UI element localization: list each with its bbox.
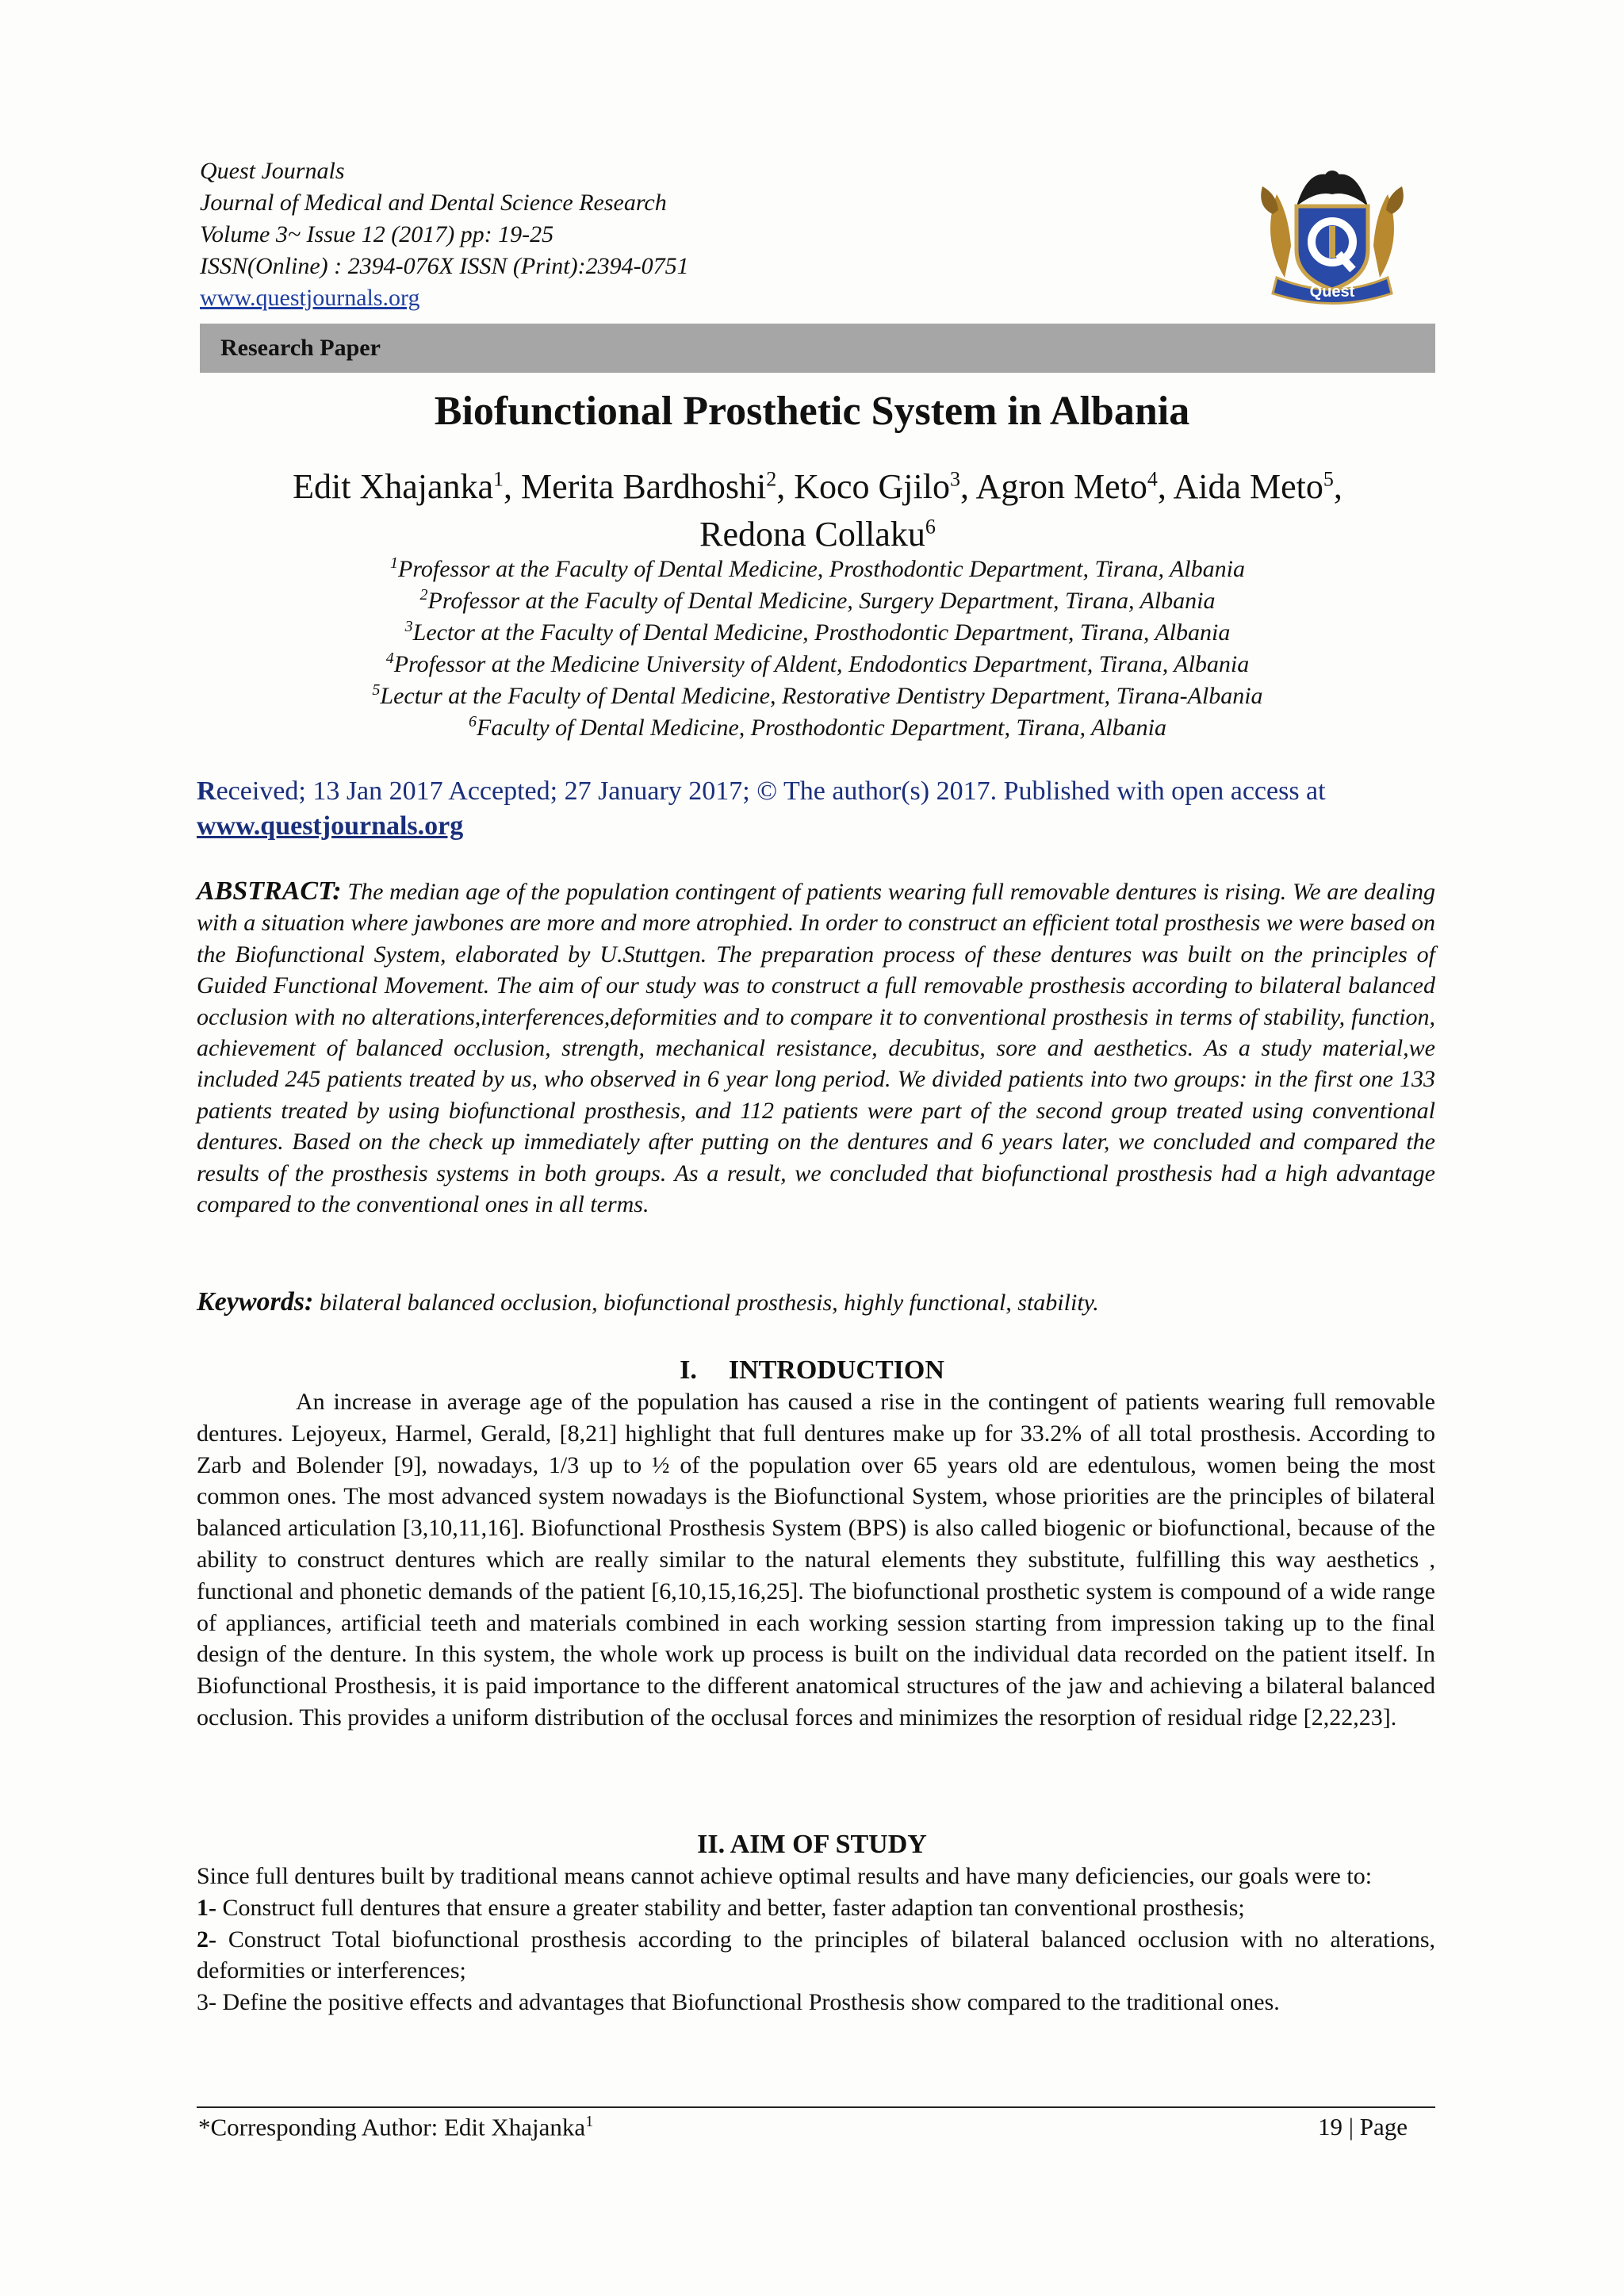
affiliation-marker: 6 — [469, 713, 477, 730]
author-affil-marker: 2 — [766, 467, 777, 491]
affiliation-item — [200, 680, 1435, 712]
author-name: Edit Xhajanka — [293, 467, 494, 506]
author-name: Redona Collaku — [699, 515, 925, 554]
affiliation-marker: 4 — [385, 650, 394, 667]
affiliation-text: Lector at the Faculty of Dental Medicine, Prosthodontic Department, Tirana, Albania — [412, 619, 1231, 646]
section-title: INTRODUCTION — [728, 1355, 944, 1385]
author-name: , Aida Meto — [1157, 467, 1323, 506]
aim-item-number: 1- — [197, 1894, 216, 1921]
aim-list-item — [197, 1924, 1435, 1987]
abstract-label: ABSTRACT: — [197, 876, 342, 906]
publisher-name: Quest Journals — [200, 158, 345, 184]
introduction-paragraph — [197, 1386, 1435, 1734]
issn-info: ISSN(Online) : 2394-076X ISSN (Print):2394-0751 — [200, 253, 689, 279]
affiliation-item — [200, 649, 1435, 680]
footer-divider — [197, 2106, 1435, 2108]
open-access-link[interactable]: www.questjournals.org — [197, 811, 464, 841]
affiliation-text: Faculty of Dental Medicine, Prosthodontic Department, Tirana, Albania — [477, 715, 1166, 741]
author-affil-marker: 4 — [1147, 467, 1158, 491]
affiliation-item — [200, 617, 1435, 649]
author-affil-marker: 3 — [949, 467, 960, 491]
received-text: eceived; 13 Jan 2017 Accepted; 27 January 2017; © The author(s) 2017. Published with open access at — [216, 776, 1326, 806]
affiliation-item — [200, 554, 1435, 585]
aim-list-item — [197, 1987, 1435, 2018]
page-number: 19 | Page — [1318, 2113, 1408, 2141]
aim-section — [197, 1861, 1435, 2018]
journal-website-link[interactable]: www.questjournals.org — [200, 285, 420, 311]
affiliation-text: Professor at the Medicine University of Aldent, Endodontics Department, Tirana, Albania — [393, 651, 1250, 677]
affiliation-marker: 5 — [372, 681, 381, 699]
quest-journals-logo — [1253, 159, 1411, 309]
paper-title: Biofunctional Prosthetic System in Albania — [434, 389, 1190, 434]
paper-type-banner — [200, 324, 1435, 373]
author-name: , Koco Gjilo — [776, 467, 950, 506]
keywords — [197, 1286, 1435, 1319]
affiliation-marker: 3 — [404, 618, 413, 635]
paper-type-label: Research Paper — [220, 335, 381, 361]
affiliation-text: Professor at the Faculty of Dental Medicine, Surgery Department, Tirana, Albania — [427, 588, 1216, 614]
affiliation-item — [200, 585, 1435, 617]
author-list — [200, 463, 1435, 558]
author-separator: , — [1333, 467, 1342, 506]
corresponding-author-text: *Corresponding Author: Edit Xhajanka — [198, 2113, 586, 2141]
journal-info — [200, 155, 689, 314]
keywords-text: bilateral balanced occlusion, biofunctional prosthesis, highly functional, stability. — [319, 1290, 1099, 1316]
affiliation-text: Lectur at the Faculty of Dental Medicine, Restorative Dentistry Department, Tirana-Albania — [380, 683, 1263, 709]
corresponding-author — [198, 2113, 593, 2141]
aim-item-text: Construct full dentures that ensure a greater stability and better, faster adaption tan conventional prosthesis; — [216, 1894, 1245, 1921]
aim-intro: Since full dentures built by traditional means cannot achieve optimal results and have many deficiencies, our goals were to: — [197, 1863, 1373, 1889]
received-initial: R — [197, 776, 216, 806]
aim-item-number: 2- — [197, 1926, 216, 1953]
abstract — [197, 876, 1435, 1220]
logo-text: Quest — [1309, 283, 1355, 301]
affiliation-marker: 2 — [419, 586, 428, 604]
abstract-text: The median age of the population contingent of patients wearing full removable dentures is rising. We are dealing with a situation where jawbones are more and more atrophied. In order to construct an efficient total prosthesis we were based on the Biofunctional System, elaborated by U.Stuttgen. The preparation process of these dentures was built on the principles of Guided Functional Movement. The aim of our study was to construct a full removable prosthesis according to bilateral balanced occlusion with no alterations,interferences,deformities and to compare it to conventional prosthesis in terms of stability, function, achievement of balanced occlusion, strength, mechanical resistance, decubitus, sore and aesthetics. As a study material,we included 245 patients treated by us, who observed in 6 year long period. We divided patients into two groups: in the first one 133 patients treated by using biofunctional prosthesis, and 112 patients were part of the second group treated using conventional dentures. Based on the check up immediately after putting on the dentures and 6 years later, we concluded and compared the results of the prosthesis systems in both groups. As a result, we concluded that biofunctional prosthesis had a high advantage compared to the conventional ones in all terms. — [197, 879, 1435, 1218]
aim-item-text: Define the positive effects and advantages that Biofunctional Prosthesis show compared to the traditional ones. — [216, 1989, 1280, 2016]
introduction-text: An increase in average age of the population has caused a rise in the contingent of patients wearing full removable dentures. Lejoyeux, Harmel, Gerald, [8,21] highlight that full dentures make up for 33.2% of all total prosthesis. According to Zarb and Bolender [9], nowadays, 1/3 up to ½ of the population over 65 years old are edentulous, women being the most common ones. The most advanced system nowadays is the Biofunctional System, whose priorities are the principles of bilateral balanced articulation [3,10,11,16]. Biofunctional Prosthesis System (BPS) is also called biogenic or biofunctional, because of the ability to construct dentures which are really similar to the natural elements they substitute, fulfilling this way aesthetics , functional and phonetic demands of the patient [6,10,15,16,25]. The biofunctional prosthetic system is compound of a wide range of appliances, artificial teeth and materials combined in each working session starting from impression taking up to the final design of the denture. In this system, the whole work up process is built on the individual data recorded on the patient itself. In Biofunctional Prosthesis, it is paid importance to the different anatomical structures of the jaw and achieving a bilateral balanced occlusion. This provides a uniform distribution of the occlusal forces and minimizes the resorption of residual ridge [2,22,23]. — [197, 1389, 1435, 1731]
section-heading-aim: II. AIM OF STUDY — [697, 1830, 927, 1859]
author-name: , Merita Bardhoshi — [504, 467, 767, 506]
journal-name: Journal of Medical and Dental Science Research — [200, 190, 667, 216]
received-notice — [197, 774, 1435, 844]
affiliation-text: Professor at the Faculty of Dental Medicine, Prosthodontic Department, Tirana, Albania — [398, 556, 1245, 582]
affiliation-item — [200, 712, 1435, 744]
affiliation-list — [200, 554, 1435, 744]
author-affil-marker: 5 — [1323, 467, 1334, 491]
corresponding-author-marker: 1 — [585, 2113, 594, 2130]
aim-item-number: 3- — [197, 1989, 216, 2016]
section-heading-introduction — [0, 1353, 1624, 1388]
affiliation-marker: 1 — [390, 554, 399, 572]
author-name: , Agron Meto — [959, 467, 1147, 506]
volume-info: Volume 3~ Issue 12 (2017) pp: 19-25 — [200, 221, 554, 247]
keywords-label: Keywords: — [197, 1287, 314, 1317]
author-affil-marker: 6 — [925, 515, 936, 539]
aim-item-text: Construct Total biofunctional prosthesis according to the principles of bilateral balanced occlusion with no alterations, deformities or interferences; — [197, 1926, 1435, 1984]
author-affil-marker: 1 — [493, 467, 504, 491]
section-number: I. — [680, 1355, 697, 1385]
aim-list-item — [197, 1892, 1435, 1924]
